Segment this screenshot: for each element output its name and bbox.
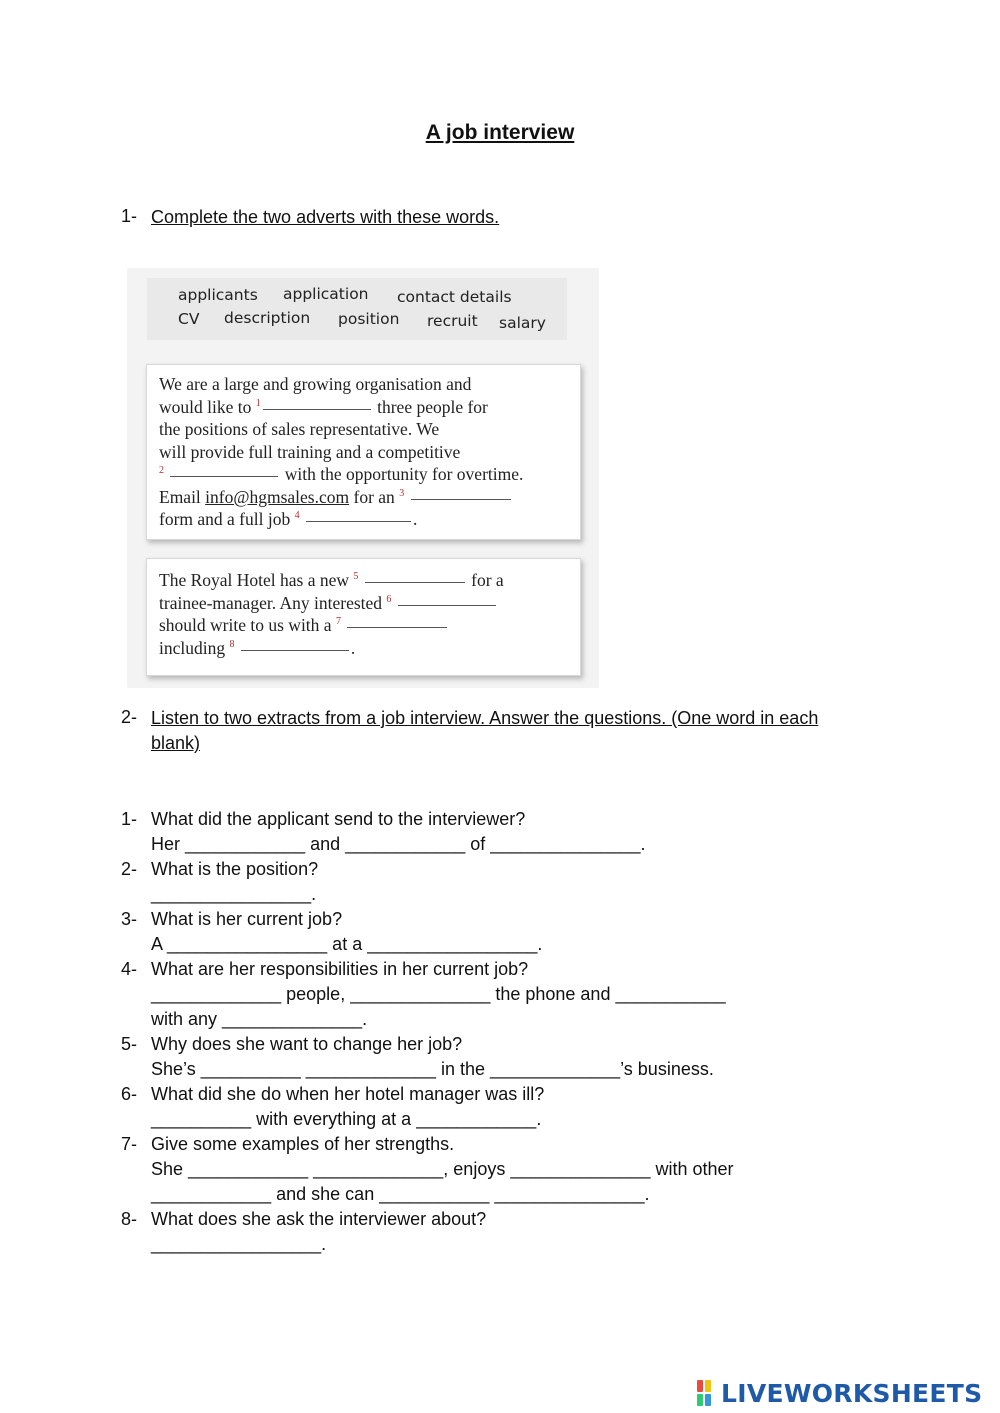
blank-number-6: 6	[386, 593, 392, 605]
blank-5[interactable]	[365, 581, 465, 583]
liveworksheets-logo-text: LIVEWORKSHEETS	[721, 1378, 983, 1408]
word-contact-details: contact details	[397, 288, 512, 306]
blank-4[interactable]	[306, 520, 411, 522]
blank-2[interactable]	[170, 475, 278, 477]
advert-1-line: We are a large and growing organisation and	[159, 374, 472, 394]
question-number: 8-	[121, 1209, 138, 1229]
word-salary: salary	[499, 314, 546, 332]
advert-2-text: trainee-manager. Any interested	[159, 592, 383, 613]
blank-number-8: 8	[229, 638, 235, 650]
question-text: What is the position?	[151, 859, 319, 879]
advert-1-text: .	[412, 509, 418, 529]
question-text: What does she ask the interviewer about?	[151, 1209, 487, 1229]
advert-1	[146, 364, 581, 540]
answer-line[interactable]: ____________ and she can ___________ _______________.	[151, 1184, 650, 1204]
word-position: position	[338, 310, 400, 328]
question-text: What are her responsibilities in her current job?	[151, 959, 529, 979]
word-description: description	[224, 309, 311, 327]
answer-line[interactable]: with any ______________.	[151, 1009, 368, 1029]
answer-line[interactable]: She’s __________ _____________ in the _____________’s business.	[151, 1059, 714, 1079]
liveworksheets-logo-icon	[697, 1380, 719, 1406]
question-number: 4-	[121, 959, 138, 979]
question-text: What did the applicant send to the interviewer?	[151, 809, 526, 829]
advert-2-text: should write to us with a	[159, 615, 332, 635]
advert-1-text: Email	[159, 486, 201, 507]
question-text: Give some examples of her strengths.	[151, 1134, 455, 1154]
word-box	[147, 278, 567, 340]
blank-number-7: 7	[335, 616, 341, 628]
advert-1-text: form and a full job	[159, 509, 291, 529]
advert-2	[146, 558, 581, 676]
blank-number-1: 1	[255, 397, 261, 409]
advert-1-text: with the opportunity for overtime.	[284, 464, 524, 484]
question-text: What is her current job?	[151, 909, 343, 929]
advert-2-text: including	[159, 637, 226, 658]
question-number: 1-	[121, 809, 138, 829]
advert-1-line: the positions of sales representative. We	[159, 419, 440, 439]
blank-6[interactable]	[398, 604, 496, 606]
section-1-heading: Complete the two adverts with these words.	[151, 207, 500, 227]
answer-line[interactable]: ________________.	[151, 884, 317, 904]
answer-line[interactable]: She ____________ _____________, enjoys ______________ with other	[151, 1159, 734, 1179]
word-cv: CV	[178, 310, 200, 328]
advert-2-text: .	[350, 637, 356, 658]
section-2-number: 2-	[121, 707, 138, 727]
question-number: 6-	[121, 1084, 138, 1104]
answer-line[interactable]: _________________.	[151, 1234, 327, 1254]
blank-number-4: 4	[294, 510, 300, 522]
section-2-heading-line-1: Listen to two extracts from a job interview. Answer the questions. (One word in each	[151, 708, 819, 728]
section-2-heading-line-2: blank)	[151, 733, 201, 753]
liveworksheets-logo	[697, 1378, 982, 1408]
word-application: application	[283, 285, 369, 303]
question-text: Why does she want to change her job?	[151, 1034, 463, 1054]
question-number: 5-	[121, 1034, 138, 1054]
advert-1-text: for an	[353, 486, 395, 507]
question-number: 7-	[121, 1134, 138, 1154]
blank-3[interactable]	[411, 498, 511, 500]
advert-1-text: three people for	[377, 396, 488, 417]
word-applicants: applicants	[178, 286, 258, 304]
advert-1-text: would like to	[159, 396, 252, 417]
page-title: A job interview	[425, 121, 575, 144]
question-number: 2-	[121, 859, 138, 879]
advert-1-line: will provide full training and a competitive	[159, 441, 461, 462]
email-link[interactable]: info@hgmsales.com	[205, 486, 350, 507]
blank-8[interactable]	[241, 649, 349, 651]
question-number: 3-	[121, 909, 138, 929]
textbook-scan	[127, 268, 599, 688]
blank-number-2: 2	[159, 465, 164, 477]
answer-line[interactable]: __________ with everything at a ____________.	[151, 1109, 542, 1129]
blank-number-3: 3	[399, 487, 405, 499]
section-2-heading	[151, 706, 911, 756]
blank-1[interactable]	[263, 408, 371, 410]
answer-line[interactable]: _____________ people, ______________ the phone and ___________	[151, 984, 726, 1004]
advert-2-text: for a	[471, 570, 504, 590]
advert-2-text: The Royal Hotel has a new	[159, 570, 350, 590]
blank-7[interactable]	[347, 626, 447, 628]
blank-number-5: 5	[353, 571, 359, 583]
section-1-number: 1-	[121, 206, 138, 226]
word-recruit: recruit	[427, 312, 478, 330]
question-text: What did she do when her hotel manager was ill?	[151, 1084, 545, 1104]
answer-line[interactable]: A ________________ at a _________________.	[151, 934, 543, 954]
answer-line[interactable]: Her ____________ and ____________ of _______________.	[151, 834, 646, 854]
